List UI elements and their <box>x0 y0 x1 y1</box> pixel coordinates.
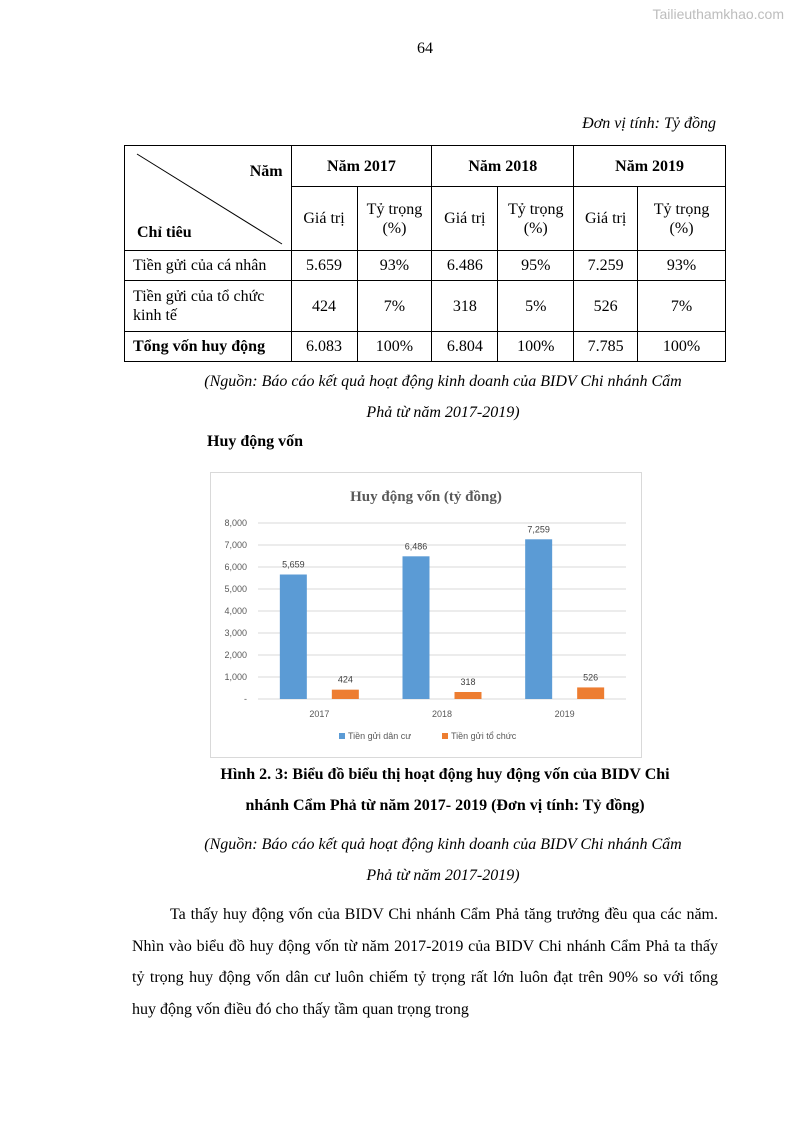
source-note-line2: Phả từ năm 2017-2019) <box>366 404 520 421</box>
deposit-table <box>124 145 726 362</box>
y-tick-label: 3,000 <box>224 628 247 638</box>
y-tick-label: 1,000 <box>224 672 247 682</box>
y-tick-label: 2,000 <box>224 650 247 660</box>
data-label: 424 <box>337 674 353 685</box>
legend-swatch <box>339 733 345 739</box>
bar-individual <box>280 575 307 699</box>
table-row <box>125 281 726 332</box>
table-cell: 100% <box>638 332 726 362</box>
source-note-line1: (Nguồn: Báo cáo kết quả hoạt động kinh doanh của BIDV Chi nhánh Cẩm <box>204 836 682 853</box>
unit-note: Đơn vị tính: Tỷ đồng <box>582 115 716 132</box>
year-header-2019: Năm 2019 <box>574 146 726 187</box>
page-number: 64 <box>417 40 433 57</box>
table-cell: 93% <box>638 251 726 281</box>
table-cell: 100% <box>498 332 574 362</box>
legend-label: Tiền gửi tổ chức <box>451 731 517 741</box>
data-label: 6,486 <box>404 541 428 552</box>
chart-title: Huy động vốn (tỷ đồng) <box>350 489 502 505</box>
row-label: Tiền gửi của tổ chức kinh tế <box>125 281 292 332</box>
bar-chart <box>211 473 641 757</box>
bar-organization <box>577 687 604 699</box>
row-label: Tổng vốn huy động <box>125 332 292 362</box>
table-cell: 95% <box>498 251 574 281</box>
table-cell: 100% <box>357 332 432 362</box>
sub-header-ratio: Tỷ trọng (%) <box>498 187 574 251</box>
paragraph-text: Ta thấy huy động vốn của BIDV Chi nhánh Cẩm Phả tăng trưởng đều qua các năm. Nhìn vào biểu đồ huy động vốn từ năm 2017-2019 của BIDV Chi nhánh Cẩm Phả ta thấy tỷ trọng huy động vốn dân cư luôn chiếm tỷ trọng rất lớn luôn đạt trên 90% so với tổng huy động vốn điều đó cho thấy tầm quan trọng trong <box>132 906 718 1018</box>
table-cell: 5.659 <box>291 251 357 281</box>
watermark: Tailieuthamkhao.com <box>652 6 784 22</box>
sub-header-value: Giá trị <box>291 187 357 251</box>
table-cell: 7% <box>357 281 432 332</box>
table-cell: 7.259 <box>574 251 638 281</box>
data-label: 5,659 <box>282 559 305 570</box>
source-note-line2: Phả từ năm 2017-2019) <box>366 867 520 884</box>
table-cell: 5% <box>498 281 574 332</box>
table-row <box>125 251 726 281</box>
corner-item-label: Chỉ tiêu <box>137 224 192 241</box>
y-tick-label: 7,000 <box>224 540 247 550</box>
table-cell: 93% <box>357 251 432 281</box>
bar-individual <box>525 539 552 699</box>
chart-heading: Huy động vốn <box>207 433 304 450</box>
bar-organization <box>332 690 359 699</box>
legend-swatch <box>442 733 448 739</box>
table-cell: 7.785 <box>574 332 638 362</box>
bar-organization <box>455 692 482 699</box>
sub-header-ratio: Tỷ trọng (%) <box>638 187 726 251</box>
table-cell: 526 <box>574 281 638 332</box>
table-cell: 6.486 <box>432 251 498 281</box>
chart-container <box>210 472 642 758</box>
sub-header-ratio: Tỷ trọng (%) <box>357 187 432 251</box>
figure-caption-line1: Hình 2. 3: Biểu đồ biểu thị hoạt động huy động vốn của BIDV Chi <box>220 766 670 783</box>
data-label: 7,259 <box>527 524 550 535</box>
sub-header-value: Giá trị <box>574 187 638 251</box>
source-note-line1: (Nguồn: Báo cáo kết quả hoạt động kinh doanh của BIDV Chi nhánh Cẩm <box>204 373 682 390</box>
y-tick-label: 5,000 <box>224 584 247 594</box>
row-label: Tiền gửi của cá nhân <box>125 251 292 281</box>
table-cell: 318 <box>432 281 498 332</box>
x-tick-label: 2019 <box>554 709 575 719</box>
corner-year-label: Năm <box>249 163 283 180</box>
y-tick-label: 8,000 <box>224 518 247 528</box>
table-cell: 7% <box>638 281 726 332</box>
legend-label: Tiền gửi dân cư <box>348 731 412 741</box>
table-row-total <box>125 332 726 362</box>
y-tick-label: 6,000 <box>224 562 247 572</box>
body-paragraph <box>132 899 718 1025</box>
figure-caption-line2: nhánh Cẩm Phả từ năm 2017- 2019 (Đơn vị tính: Tỷ đồng) <box>245 797 645 814</box>
table-cell: 424 <box>291 281 357 332</box>
x-tick-label: 2018 <box>431 709 453 719</box>
table-corner-cell <box>125 146 292 251</box>
y-tick-label: - <box>244 694 247 704</box>
year-header-2017: Năm 2017 <box>291 146 432 187</box>
table-cell: 6.083 <box>291 332 357 362</box>
year-header-2018: Năm 2018 <box>432 146 574 187</box>
bar-individual <box>403 556 430 699</box>
table-cell: 6.804 <box>432 332 498 362</box>
data-label: 318 <box>460 677 476 688</box>
sub-header-value: Giá trị <box>432 187 498 251</box>
data-label: 526 <box>583 672 599 683</box>
x-tick-label: 2017 <box>309 709 330 719</box>
y-tick-label: 4,000 <box>224 606 247 616</box>
